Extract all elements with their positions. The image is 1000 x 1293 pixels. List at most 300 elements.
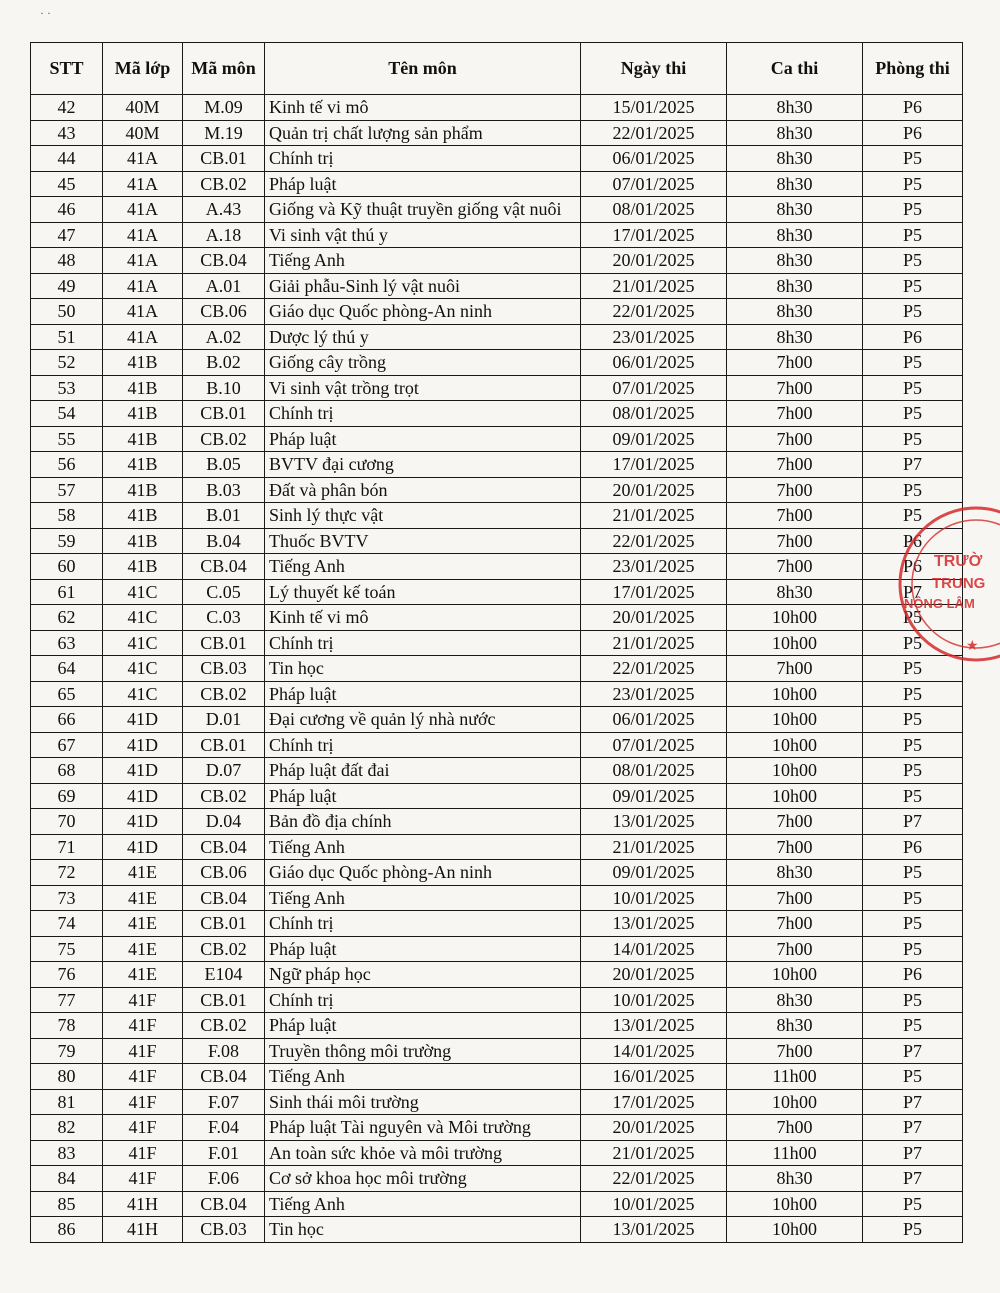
table-row <box>31 222 963 248</box>
cell-subject-name: Sinh lý thực vật <box>265 503 581 529</box>
table-row <box>31 758 963 784</box>
cell-exam-date: 08/01/2025 <box>581 758 727 784</box>
cell-exam-room: P6 <box>863 962 963 988</box>
cell-stt: 59 <box>31 528 103 554</box>
cell-subject-code: F.08 <box>183 1038 265 1064</box>
table-row <box>31 248 963 274</box>
cell-subject-code: CB.02 <box>183 681 265 707</box>
cell-stt: 53 <box>31 375 103 401</box>
cell-exam-date: 21/01/2025 <box>581 273 727 299</box>
cell-class-code: 41B <box>103 401 183 427</box>
cell-subject-code: B.02 <box>183 350 265 376</box>
cell-stt: 48 <box>31 248 103 274</box>
header-subject-code: Mã môn <box>183 43 265 95</box>
cell-subject-name: Giáo dục Quốc phòng-An ninh <box>265 299 581 325</box>
cell-stt: 68 <box>31 758 103 784</box>
cell-exam-shift: 10h00 <box>727 681 863 707</box>
cell-exam-room: P7 <box>863 809 963 835</box>
cell-subject-code: CB.02 <box>183 1013 265 1039</box>
table-row <box>31 273 963 299</box>
cell-subject-name: Lý thuyết kế toán <box>265 579 581 605</box>
cell-class-code: 41F <box>103 1115 183 1141</box>
cell-subject-name: Tiếng Anh <box>265 248 581 274</box>
cell-exam-date: 10/01/2025 <box>581 885 727 911</box>
cell-class-code: 41F <box>103 1038 183 1064</box>
cell-class-code: 41B <box>103 477 183 503</box>
cell-class-code: 41F <box>103 1166 183 1192</box>
cell-exam-room: P5 <box>863 656 963 682</box>
cell-exam-room: P5 <box>863 1013 963 1039</box>
cell-stt: 73 <box>31 885 103 911</box>
cell-exam-date: 23/01/2025 <box>581 681 727 707</box>
cell-subject-code: B.01 <box>183 503 265 529</box>
cell-class-code: 41D <box>103 834 183 860</box>
cell-class-code: 41E <box>103 936 183 962</box>
cell-exam-room: P5 <box>863 605 963 631</box>
cell-subject-code: CB.01 <box>183 401 265 427</box>
cell-subject-code: D.01 <box>183 707 265 733</box>
cell-exam-shift: 11h00 <box>727 1140 863 1166</box>
table-row <box>31 860 963 886</box>
cell-subject-code: CB.06 <box>183 299 265 325</box>
cell-exam-room: P5 <box>863 758 963 784</box>
cell-class-code: 41C <box>103 681 183 707</box>
cell-exam-date: 13/01/2025 <box>581 809 727 835</box>
cell-exam-date: 06/01/2025 <box>581 146 727 172</box>
cell-subject-code: B.05 <box>183 452 265 478</box>
cell-exam-shift: 7h00 <box>727 528 863 554</box>
table-row <box>31 630 963 656</box>
cell-class-code: 41B <box>103 528 183 554</box>
table-row <box>31 885 963 911</box>
cell-stt: 78 <box>31 1013 103 1039</box>
table-row <box>31 605 963 631</box>
cell-exam-room: P5 <box>863 171 963 197</box>
cell-exam-date: 17/01/2025 <box>581 222 727 248</box>
cell-exam-room: P5 <box>863 503 963 529</box>
cell-exam-shift: 8h30 <box>727 860 863 886</box>
cell-exam-room: P5 <box>863 860 963 886</box>
table-row <box>31 1089 963 1115</box>
cell-exam-room: P5 <box>863 146 963 172</box>
cell-class-code: 40M <box>103 120 183 146</box>
cell-subject-code: F.06 <box>183 1166 265 1192</box>
cell-exam-date: 10/01/2025 <box>581 1191 727 1217</box>
table-row <box>31 197 963 223</box>
cell-class-code: 41E <box>103 911 183 937</box>
cell-subject-code: CB.01 <box>183 987 265 1013</box>
cell-stt: 80 <box>31 1064 103 1090</box>
cell-subject-code: B.04 <box>183 528 265 554</box>
cell-subject-name: Chính trị <box>265 146 581 172</box>
cell-subject-code: D.04 <box>183 809 265 835</box>
stamp-line-1: TRƯỜ <box>934 553 983 570</box>
cell-subject-name: An toàn sức khỏe và môi trường <box>265 1140 581 1166</box>
cell-class-code: 41A <box>103 197 183 223</box>
cell-exam-date: 15/01/2025 <box>581 95 727 121</box>
cell-subject-name: Tiếng Anh <box>265 885 581 911</box>
cell-exam-shift: 10h00 <box>727 707 863 733</box>
cell-exam-shift: 10h00 <box>727 962 863 988</box>
cell-subject-name: Đất và phân bón <box>265 477 581 503</box>
table-row <box>31 987 963 1013</box>
cell-class-code: 41D <box>103 809 183 835</box>
cell-class-code: 41D <box>103 783 183 809</box>
cell-stt: 79 <box>31 1038 103 1064</box>
cell-subject-code: C.05 <box>183 579 265 605</box>
table-row <box>31 732 963 758</box>
cell-exam-room: P5 <box>863 273 963 299</box>
header-exam-date: Ngày thi <box>581 43 727 95</box>
cell-subject-name: Chính trị <box>265 732 581 758</box>
table-row <box>31 1166 963 1192</box>
cell-class-code: 41H <box>103 1191 183 1217</box>
cell-stt: 77 <box>31 987 103 1013</box>
cell-exam-room: P5 <box>863 477 963 503</box>
cell-subject-name: Pháp luật Tài nguyên và Môi trường <box>265 1115 581 1141</box>
cell-exam-date: 13/01/2025 <box>581 1217 727 1243</box>
cell-exam-room: P7 <box>863 1140 963 1166</box>
cell-stt: 44 <box>31 146 103 172</box>
cell-class-code: 40M <box>103 95 183 121</box>
cell-exam-date: 23/01/2025 <box>581 554 727 580</box>
cell-stt: 67 <box>31 732 103 758</box>
cell-subject-name: Chính trị <box>265 401 581 427</box>
table-row <box>31 1191 963 1217</box>
cell-class-code: 41B <box>103 452 183 478</box>
cell-subject-code: A.43 <box>183 197 265 223</box>
cell-stt: 56 <box>31 452 103 478</box>
cell-exam-date: 09/01/2025 <box>581 426 727 452</box>
cell-exam-shift: 10h00 <box>727 783 863 809</box>
table-row <box>31 936 963 962</box>
cell-subject-code: CB.02 <box>183 426 265 452</box>
cell-subject-code: M.19 <box>183 120 265 146</box>
cell-subject-code: B.03 <box>183 477 265 503</box>
cell-class-code: 41C <box>103 579 183 605</box>
cell-stt: 45 <box>31 171 103 197</box>
cell-stt: 49 <box>31 273 103 299</box>
cell-subject-code: CB.04 <box>183 1191 265 1217</box>
cell-exam-room: P5 <box>863 783 963 809</box>
table-header-row <box>31 43 963 95</box>
cell-subject-name: Tin học <box>265 656 581 682</box>
cell-subject-name: Quản trị chất lượng sản phẩm <box>265 120 581 146</box>
cell-exam-shift: 10h00 <box>727 605 863 631</box>
cell-class-code: 41H <box>103 1217 183 1243</box>
cell-exam-shift: 7h00 <box>727 375 863 401</box>
cell-class-code: 41E <box>103 860 183 886</box>
cell-exam-shift: 7h00 <box>727 1115 863 1141</box>
cell-class-code: 41B <box>103 426 183 452</box>
cell-exam-room: P6 <box>863 95 963 121</box>
cell-subject-code: C.03 <box>183 605 265 631</box>
cell-exam-shift: 7h00 <box>727 936 863 962</box>
cell-class-code: 41A <box>103 248 183 274</box>
cell-exam-shift: 11h00 <box>727 1064 863 1090</box>
cell-exam-date: 22/01/2025 <box>581 656 727 682</box>
cell-exam-date: 06/01/2025 <box>581 707 727 733</box>
cell-stt: 82 <box>31 1115 103 1141</box>
cell-stt: 74 <box>31 911 103 937</box>
official-seal-stamp <box>896 504 1000 664</box>
cell-class-code: 41F <box>103 1064 183 1090</box>
cell-subject-name: Sinh thái môi trường <box>265 1089 581 1115</box>
header-class-code: Mã lớp <box>103 43 183 95</box>
cell-exam-shift: 8h30 <box>727 146 863 172</box>
cell-class-code: 41F <box>103 1013 183 1039</box>
cell-exam-date: 06/01/2025 <box>581 350 727 376</box>
header-subject-name: Tên môn <box>265 43 581 95</box>
cell-exam-date: 22/01/2025 <box>581 528 727 554</box>
cell-exam-room: P7 <box>863 1089 963 1115</box>
cell-exam-shift: 10h00 <box>727 630 863 656</box>
cell-subject-code: CB.01 <box>183 911 265 937</box>
cell-subject-code: CB.03 <box>183 656 265 682</box>
cell-stt: 42 <box>31 95 103 121</box>
cell-subject-code: F.04 <box>183 1115 265 1141</box>
cell-exam-room: P5 <box>863 222 963 248</box>
cell-exam-shift: 8h30 <box>727 1166 863 1192</box>
cell-subject-code: CB.04 <box>183 834 265 860</box>
cell-exam-date: 20/01/2025 <box>581 605 727 631</box>
cell-subject-name: Chính trị <box>265 630 581 656</box>
cell-exam-shift: 10h00 <box>727 758 863 784</box>
cell-subject-name: Tiếng Anh <box>265 1191 581 1217</box>
cell-exam-shift: 10h00 <box>727 1217 863 1243</box>
table-row <box>31 477 963 503</box>
cell-class-code: 41C <box>103 630 183 656</box>
cell-subject-name: Vi sinh vật thú y <box>265 222 581 248</box>
cell-subject-name: Pháp luật <box>265 936 581 962</box>
svg-text:★: ★ <box>966 639 979 654</box>
table-row <box>31 299 963 325</box>
cell-exam-date: 07/01/2025 <box>581 171 727 197</box>
cell-subject-code: A.02 <box>183 324 265 350</box>
cell-exam-date: 07/01/2025 <box>581 732 727 758</box>
table-row <box>31 579 963 605</box>
cell-exam-room: P7 <box>863 579 963 605</box>
cell-exam-room: P5 <box>863 1217 963 1243</box>
cell-stt: 55 <box>31 426 103 452</box>
cell-stt: 51 <box>31 324 103 350</box>
cell-exam-shift: 8h30 <box>727 273 863 299</box>
table-row <box>31 171 963 197</box>
cell-exam-room: P5 <box>863 1191 963 1217</box>
cell-subject-code: CB.01 <box>183 630 265 656</box>
cell-exam-room: P5 <box>863 426 963 452</box>
cell-subject-name: Bản đồ địa chính <box>265 809 581 835</box>
cell-exam-shift: 8h30 <box>727 197 863 223</box>
cell-exam-date: 21/01/2025 <box>581 503 727 529</box>
table-row <box>31 809 963 835</box>
cell-exam-date: 22/01/2025 <box>581 299 727 325</box>
cell-exam-shift: 7h00 <box>727 656 863 682</box>
table-row <box>31 1217 963 1243</box>
cell-subject-name: Pháp luật <box>265 1013 581 1039</box>
cell-subject-code: CB.03 <box>183 1217 265 1243</box>
cell-subject-name: Thuốc BVTV <box>265 528 581 554</box>
cell-class-code: 41C <box>103 656 183 682</box>
cell-exam-date: 20/01/2025 <box>581 477 727 503</box>
cell-exam-shift: 10h00 <box>727 1089 863 1115</box>
cell-stt: 61 <box>31 579 103 605</box>
cell-subject-name: Kinh tế vi mô <box>265 605 581 631</box>
cell-exam-date: 22/01/2025 <box>581 1166 727 1192</box>
cell-class-code: 41F <box>103 1140 183 1166</box>
cell-exam-room: P5 <box>863 350 963 376</box>
cell-stt: 65 <box>31 681 103 707</box>
table-row <box>31 1013 963 1039</box>
cell-stt: 75 <box>31 936 103 962</box>
cell-class-code: 41F <box>103 1089 183 1115</box>
table-row <box>31 656 963 682</box>
cell-class-code: 41A <box>103 222 183 248</box>
cell-exam-shift: 7h00 <box>727 911 863 937</box>
cell-exam-date: 22/01/2025 <box>581 120 727 146</box>
cell-exam-shift: 7h00 <box>727 426 863 452</box>
table-row <box>31 707 963 733</box>
cell-exam-date: 10/01/2025 <box>581 987 727 1013</box>
cell-exam-shift: 7h00 <box>727 401 863 427</box>
cell-subject-name: Cơ sở khoa học môi trường <box>265 1166 581 1192</box>
cell-stt: 58 <box>31 503 103 529</box>
cell-class-code: 41E <box>103 885 183 911</box>
table-row <box>31 554 963 580</box>
cell-subject-code: CB.01 <box>183 732 265 758</box>
stamp-line-3: NÔNG LÂM <box>904 596 975 611</box>
cell-exam-date: 20/01/2025 <box>581 248 727 274</box>
table-row <box>31 1140 963 1166</box>
cell-subject-code: CB.04 <box>183 1064 265 1090</box>
cell-exam-room: P7 <box>863 1166 963 1192</box>
table-row <box>31 375 963 401</box>
cell-subject-name: Giáo dục Quốc phòng-An ninh <box>265 860 581 886</box>
cell-exam-room: P5 <box>863 681 963 707</box>
cell-exam-shift: 7h00 <box>727 503 863 529</box>
cell-class-code: 41E <box>103 962 183 988</box>
cell-stt: 70 <box>31 809 103 835</box>
cell-subject-code: CB.04 <box>183 248 265 274</box>
cell-class-code: 41B <box>103 503 183 529</box>
cell-exam-shift: 8h30 <box>727 222 863 248</box>
table-row <box>31 350 963 376</box>
cell-subject-code: CB.01 <box>183 146 265 172</box>
cell-exam-room: P7 <box>863 1115 963 1141</box>
cell-exam-shift: 8h30 <box>727 171 863 197</box>
cell-exam-room: P5 <box>863 707 963 733</box>
cell-exam-shift: 8h30 <box>727 987 863 1013</box>
cell-subject-code: A.01 <box>183 273 265 299</box>
cell-class-code: 41A <box>103 324 183 350</box>
cell-exam-date: 09/01/2025 <box>581 860 727 886</box>
cell-class-code: 41D <box>103 707 183 733</box>
cell-subject-name: BVTV đại cương <box>265 452 581 478</box>
cell-subject-code: CB.02 <box>183 171 265 197</box>
table-row <box>31 324 963 350</box>
cell-exam-date: 16/01/2025 <box>581 1064 727 1090</box>
cell-subject-name: Tin học <box>265 1217 581 1243</box>
cell-exam-date: 08/01/2025 <box>581 401 727 427</box>
cell-exam-room: P5 <box>863 911 963 937</box>
cell-stt: 47 <box>31 222 103 248</box>
exam-schedule-table <box>30 42 963 1243</box>
cell-stt: 62 <box>31 605 103 631</box>
cell-exam-date: 21/01/2025 <box>581 834 727 860</box>
cell-subject-name: Giải phẫu-Sinh lý vật nuôi <box>265 273 581 299</box>
cell-exam-date: 20/01/2025 <box>581 962 727 988</box>
cell-stt: 64 <box>31 656 103 682</box>
cell-exam-shift: 8h30 <box>727 579 863 605</box>
table-row <box>31 1115 963 1141</box>
cell-exam-room: P6 <box>863 554 963 580</box>
cell-subject-name: Kinh tế vi mô <box>265 95 581 121</box>
cell-subject-name: Giống cây trồng <box>265 350 581 376</box>
cell-class-code: 41D <box>103 758 183 784</box>
cell-class-code: 41B <box>103 350 183 376</box>
cell-class-code: 41A <box>103 146 183 172</box>
cell-stt: 69 <box>31 783 103 809</box>
cell-exam-shift: 7h00 <box>727 554 863 580</box>
cell-subject-name: Pháp luật <box>265 783 581 809</box>
table-row <box>31 1038 963 1064</box>
cell-subject-code: B.10 <box>183 375 265 401</box>
cell-class-code: 41C <box>103 605 183 631</box>
cell-exam-date: 07/01/2025 <box>581 375 727 401</box>
table-row <box>31 528 963 554</box>
cell-exam-room: P6 <box>863 528 963 554</box>
cell-subject-code: F.01 <box>183 1140 265 1166</box>
cell-class-code: 41D <box>103 732 183 758</box>
cell-exam-date: 20/01/2025 <box>581 1115 727 1141</box>
cell-exam-room: P5 <box>863 1064 963 1090</box>
cell-subject-name: Chính trị <box>265 987 581 1013</box>
cell-stt: 81 <box>31 1089 103 1115</box>
cell-exam-room: P5 <box>863 936 963 962</box>
cell-exam-shift: 8h30 <box>727 324 863 350</box>
stamp-line-2: TRUNG <box>932 575 986 592</box>
cell-exam-shift: 8h30 <box>727 120 863 146</box>
table-row <box>31 503 963 529</box>
cell-stt: 43 <box>31 120 103 146</box>
cell-exam-date: 21/01/2025 <box>581 630 727 656</box>
cell-exam-date: 14/01/2025 <box>581 936 727 962</box>
cell-subject-name: Ngữ pháp học <box>265 962 581 988</box>
cell-exam-date: 13/01/2025 <box>581 911 727 937</box>
cell-exam-room: P5 <box>863 248 963 274</box>
cell-stt: 50 <box>31 299 103 325</box>
table-row <box>31 426 963 452</box>
cell-subject-code: CB.02 <box>183 936 265 962</box>
cell-subject-name: Vi sinh vật trồng trọt <box>265 375 581 401</box>
cell-subject-name: Đại cương về quản lý nhà nước <box>265 707 581 733</box>
header-exam-room: Phòng thi <box>863 43 963 95</box>
cell-stt: 86 <box>31 1217 103 1243</box>
cell-exam-shift: 7h00 <box>727 1038 863 1064</box>
cell-subject-name: Tiếng Anh <box>265 1064 581 1090</box>
cell-exam-shift: 8h30 <box>727 248 863 274</box>
cell-exam-date: 14/01/2025 <box>581 1038 727 1064</box>
cell-subject-name: Pháp luật <box>265 171 581 197</box>
cell-subject-code: CB.02 <box>183 783 265 809</box>
cell-stt: 63 <box>31 630 103 656</box>
table-row <box>31 911 963 937</box>
cell-stt: 46 <box>31 197 103 223</box>
cell-exam-date: 13/01/2025 <box>581 1013 727 1039</box>
cell-subject-name: Giống và Kỹ thuật truyền giống vật nuôi <box>265 197 581 223</box>
cell-exam-shift: 8h30 <box>727 299 863 325</box>
cell-stt: 76 <box>31 962 103 988</box>
